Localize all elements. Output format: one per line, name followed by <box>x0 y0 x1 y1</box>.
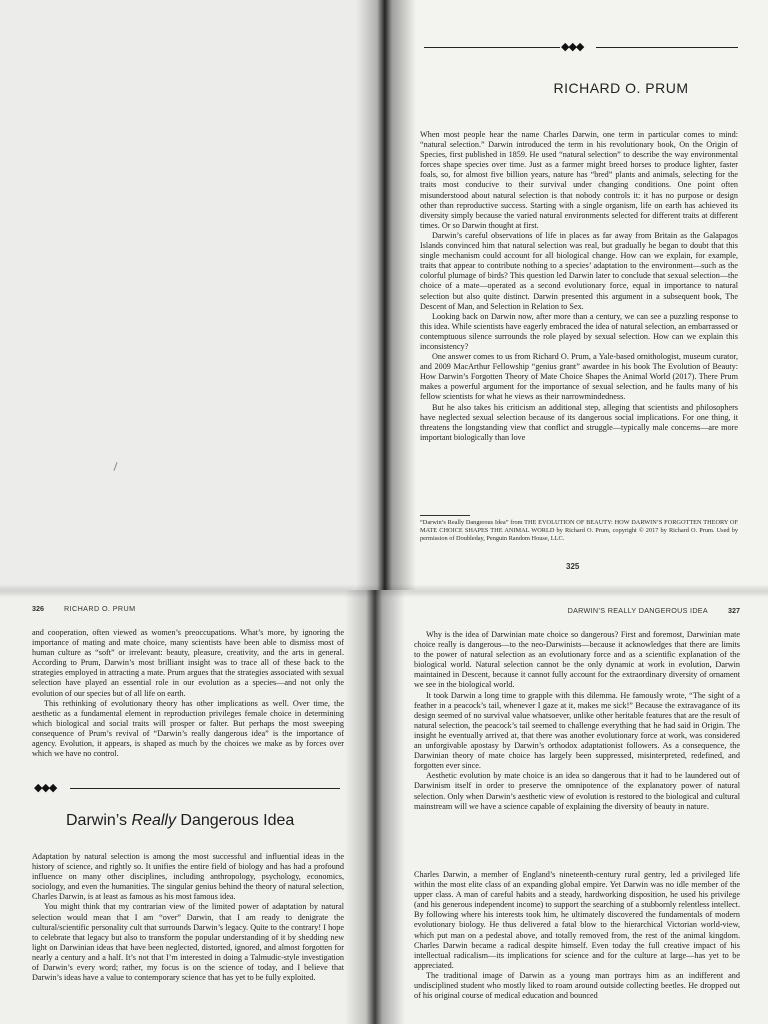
body-paragraph: It took Darwin a long time to grapple with this dilemma. He famously wrote, “The sight of a feather in a peacock’s tail, whenever I gaze at it, makes me sick!” Because the extravagance of its design seemed of no survival value whatsoever, unlike other heritable features that are the result of natural selection, the peacock’s tail seemed to challenge everything that he had said in Origin. The insight he eventually arrived at, that there was another evolutionary force at work, was considered an unforgivable apostasy by Darwin’s orthodox adaptationist followers. As a consequence, the Darwinian theory of mate choice has largely been suppressed, misinterpreted, redefined, and forgotten ever since. <box>414 690 740 771</box>
author-heading: RICHARD O. PRUM <box>553 80 689 96</box>
intro-paragraph: Looking back on Darwin now, after more than a century, we can see a puzzling response to this idea. While scientists have eagerly embraced the idea of natural selection, an embarrassed or contemptuous silence surrounds the role played by sexual selection. How can we explain this inconsistency? <box>420 311 738 351</box>
running-head-author: RICHARD O. PRUM <box>64 604 136 613</box>
body-paragraph: and cooperation, often viewed as women’s preoccupations. What’s more, by ignoring the importance of mating and mate choice, many scientists have been able to dismiss most of human culture as “soft” or irrelevant: beauty, pleasure, creativity, and the arts in general. According to Prum, Darwin’s most brilliant insight was to trace all of these back to the strategies employed in attracting a mate. Prum argues that the strategies associated with sexual selection have played an essential role in our evolution as a species—and not only the evolution of our species but of all life on earth. <box>32 628 344 698</box>
intro-paragraph: One answer comes to us from Richard O. Prum, a Yale-based ornithologist, museum curator, and 2009 MacArthur Fellowship “genius grant” awardee in his book The Evolution of Beauty: How Darwin’s Forgotten Theory of Mate Choice Shapes the Animal World (2017). There Prum makes a powerful argument for the importance of sexual selection, and he faults many of his fellow scientists for what he views as their narrowmindedness. <box>420 352 738 402</box>
ornament-rule-right <box>596 47 738 48</box>
intro-paragraph: But he also takes his criticism an additional step, alleging that scientists and philosophers have neglected sexual selection because of its dangerous social implications. For one thing, it threatens the longstanding view that conflict and struggle—typically male concerns—are more important biologically than love <box>420 402 738 442</box>
section-text <box>414 870 740 1001</box>
body-paragraph: Aesthetic evolution by mate choice is an idea so dangerous that it had to be laundered out of Darwinism itself in order to preserve the omnipotence of the explanatory power of natural selection. Only when Darwin’s aesthetic view of evolution is restored to the biological and cultural mainstream will we have a science capable of explaining the diversity of beauty in nature. <box>414 771 740 811</box>
stray-pen-mark <box>113 462 117 471</box>
copyright-footnote: “Darwin’s Really Dangerous Idea” from THE EVOLUTION OF BEAUTY: HOW DARWIN’S FORGOTTEN THEORY OF MATE CHOICE SHAPES THE ANIMAL WORLD by Richard O. Prum, copyright © 2017 by Richard O. Prum. Used by permission of Doubleday, Penguin Random House, LLC. <box>420 519 738 543</box>
essay-title-part: Darwin’s <box>66 812 132 829</box>
essay-title-part: Dangerous Idea <box>175 812 295 829</box>
ornament-rule-left <box>424 47 560 48</box>
section-text <box>414 630 740 812</box>
running-header <box>568 606 740 615</box>
body-paragraph: Adaptation by natural selection is among the most successful and influential ideas in the history of science, and rightly so. It unifies the entire field of biology and has had a profound influence on many other disciplines, including anthropology, psychology, economics, sociology, and even the humanities. The singular genius behind the theory of natural selection, Charles Darwin, is at least as famous as his most famous idea. <box>32 852 344 902</box>
page-325 <box>384 0 768 590</box>
blank-facing-page <box>0 0 384 590</box>
body-paragraph: This rethinking of evolutionary theory has other implications as well. Over time, the aesthetic as a fundamental element in reproduction privileges female choice in determining which biological and social traits will prosper or falter. But perhaps the most sweeping consequence of Prum’s revival of “Darwin’s really dangerous idea” is the importance of agency. Evolution, it appears, is shaped as much by the choices we make as by forces over which we have no control. <box>32 698 344 759</box>
ornament-rule <box>70 788 340 789</box>
diamond-ornament-icon: ◆◆◆ <box>34 781 57 794</box>
page-number: 325 <box>566 562 580 571</box>
intro-paragraph: When most people hear the name Charles Darwin, one term in particular comes to mind: “natural selection.” Darwin introduced the term in his revolutionary book, On the Origin of Species, first published in 1859. He used “natural selection” to describe the way environmental forces shape species over time. Just as a farmer might breed horses to produce lighter, faster foals, so, for almost five billion years, nature has “bred” plants and animals, selecting for the traits most conducive to their survival under changing conditions. One point often misunderstood about natural selection is that nobody controls it: it has no purpose or design other than reproductive success. Starting with a single organism, life on earth has achieved its diversity simply because the varied natural environments selected for different traits at different times. Or so Darwin thought at first. <box>420 130 738 230</box>
body-paragraph: The traditional image of Darwin as a young man portrays him as an indifferent and undisciplined student who mostly liked to roam around outside collecting beetles. He dropped out of his original course of medical education and bounced <box>414 970 740 1001</box>
page-326 <box>0 590 384 1024</box>
page-number: 327 <box>728 606 740 615</box>
essay-title <box>66 812 294 830</box>
body-paragraph: Why is the idea of Darwinian mate choice so dangerous? First and foremost, Darwinian mate choice really is dangerous—to the neo-Darwinists—because it acknowledges that there are limits to the power of natural selection as an evolutionary force and as a scientific explanation of the biological world. Natural selection cannot be the only dynamic at work in evolution, Darwin maintained in Descent, because it cannot fully account for the extraordinary diversity of ornament we see in the biological world. <box>414 630 740 690</box>
page-327 <box>384 590 768 1024</box>
running-head-title: DARWIN’S REALLY DANGEROUS IDEA <box>567 606 708 615</box>
intro-text <box>420 130 738 443</box>
essay-text <box>32 852 344 983</box>
body-paragraph: Charles Darwin, a member of England’s nineteenth-century rural gentry, led a privileged life within the most elite class of an expanding global empire. Yet Darwin was no idle member of the upper class. A man of careful habits and a steady, hardworking disposition, he used his privilege (and his generous independent income) to support the searching of a stubbornly relentless intellect. By following where his interests took him, he ultimately discovered the fundamentals of modern evolutionary biology. He thus delivered a fatal blow to the hierarchical Victorian world-view, which put man on a pedestal above, and totally removed from, the rest of the animal kingdom. Charles Darwin became a radical despite himself. Even today the full creative impact of his intellectual radicalism—its implications for science and for the culture at large—has yet to be appreciated. <box>414 870 740 970</box>
page-number: 326 <box>32 604 44 613</box>
continued-text <box>32 628 344 759</box>
body-paragraph: You might think that my contrarian view of the limited power of adaptation by natural selection would mean that I am “over” Darwin, that I am ready to denigrate the cultural/scientific personality cult that surrounds Darwin’s legacy. Quite to the contrary! I hope to celebrate that legacy but also to transform the popular understanding of it by shedding new light on Darwinian ideas that have been neglected, distorted, ignored, and almost forgotten for nearly a century and a half. It’s not that I’m interested in doing a Talmudic-style investigation of Darwin’s every word; rather, my focus is on the science of today, and I believe that Darwin’s ideas have a value to contemporary science that has yet to be fully exploited. <box>32 902 344 983</box>
intro-paragraph: Darwin’s careful observations of life in places as far away from Britain as the Galapagos Islands convinced him that natural selection was real, but gradually he began to doubt that this single mechanism could account for all biological change. How can we explain, for example, traits that appear to contribute nothing to a species’ adaptation to the environment—such as the colorful plumage of birds? This question led Darwin later to conclude that sexual selection—the choice of a mate—operated as a second evolutionary force, equal in importance to natural selection but also quite distinct. Darwin presented this argument in a subsequent book, The Descent of Man, and Selection in Relation to Sex. <box>420 230 738 311</box>
running-header <box>32 604 362 613</box>
essay-title-emphasis: Really <box>131 812 176 829</box>
diamond-ornament-icon: ◆◆◆ <box>561 40 584 53</box>
footnote-rule <box>420 515 470 516</box>
